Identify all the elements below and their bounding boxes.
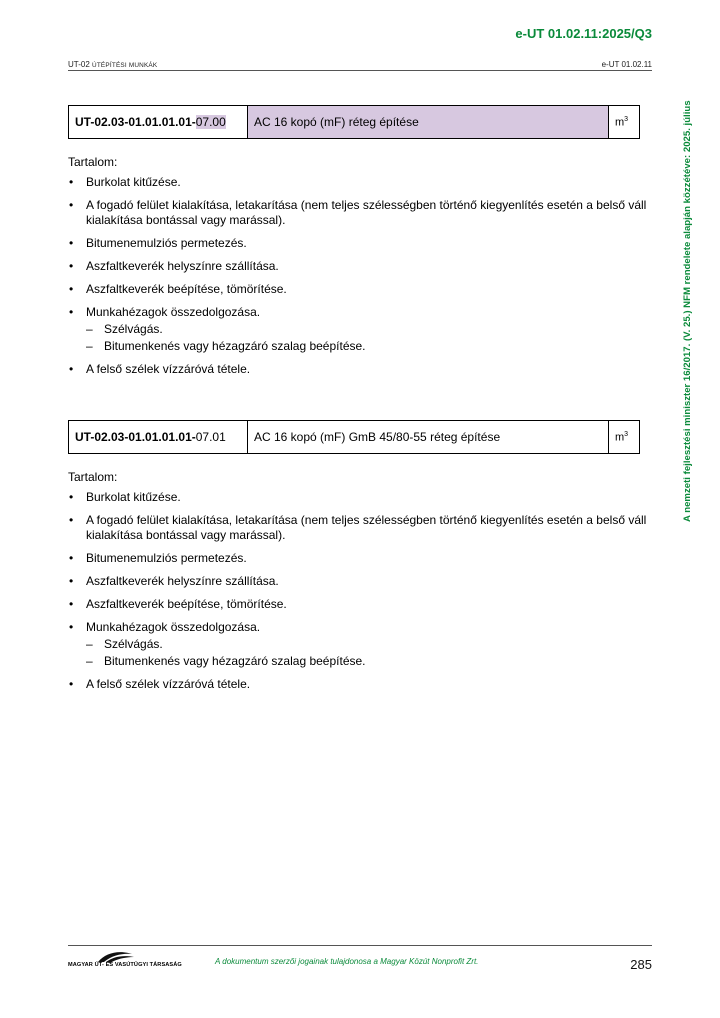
list-item: • Munkahézagok összedolgozása. – Szélvágás. – Bitumenkenés vagy hézagzáró szalag beépítése.	[68, 305, 652, 354]
content-label: Tartalom:	[68, 470, 118, 484]
list-item: • Burkolat kitűzése.	[69, 490, 181, 504]
list-item: • A felső szélek vízzáróvá tétele.	[69, 362, 251, 376]
bullet-icon: •	[69, 282, 74, 296]
item-code-main: UT-02.03-01.01.01.01-	[75, 115, 196, 129]
header-rule	[68, 70, 652, 71]
bullet-icon: •	[69, 551, 74, 565]
list-item: • Aszfaltkeverék helyszínre szállítása.	[69, 574, 279, 588]
content-list	[68, 175, 652, 377]
document-code: e-UT 01.02.11:2025/Q3	[515, 26, 652, 41]
sub-list-item: – Bitumenkenés vagy hézagzáró szalag beépítése.	[86, 654, 366, 668]
dash-icon: –	[86, 637, 93, 651]
bullet-icon: •	[69, 597, 74, 611]
list-item: • Aszfaltkeverék helyszínre szállítása.	[69, 259, 279, 273]
sub-list-item: – Bitumenkenés vagy hézagzáró szalag beépítése.	[86, 339, 366, 353]
bullet-icon: •	[69, 513, 74, 527]
list-item: • Bitumenemulziós permetezés.	[69, 236, 247, 250]
bullet-icon: •	[69, 620, 74, 634]
item-description: AC 16 kopó (mF) GmB 45/80-55 réteg építése	[248, 421, 609, 454]
bullet-icon: •	[69, 198, 74, 212]
bullet-icon: •	[69, 574, 74, 588]
list-item: • Aszfaltkeverék beépítése, tömörítése.	[69, 282, 287, 296]
dash-icon: –	[86, 322, 93, 336]
sub-list-item: – Szélvágás.	[86, 322, 163, 336]
bullet-icon: •	[69, 175, 74, 189]
item-code-suffix: 07.01	[195, 430, 226, 444]
list-item: • Burkolat kitűzése.	[69, 175, 181, 189]
bullet-icon: •	[69, 259, 74, 273]
dash-icon: –	[86, 339, 93, 353]
company-name: MAGYAR ÚT- ÉS VASÚTÜGYI TÁRSASÁG	[68, 962, 182, 968]
sub-list	[86, 322, 652, 354]
item-unit: $m^3$	[609, 421, 640, 454]
work-item-header	[68, 105, 640, 139]
section-prefix: UT-02	[68, 60, 93, 69]
list-item: • A fogadó felület kialakítása, letakarítása (nem teljes szélességben történő kiegyenlítés esetén a belső váll kialakítása bontással vagy marással).	[69, 513, 647, 542]
copyright-notice: A dokumentum szerzői jogainak tulajdonosa a Magyar Közút Nonprofit Zrt.	[215, 957, 479, 966]
sub-list-item: – Szélvágás.	[86, 637, 163, 651]
list-item: • Aszfaltkeverék beépítése, tömörítése.	[69, 597, 287, 611]
bullet-icon: •	[69, 677, 74, 691]
page-number: 285	[630, 957, 652, 972]
list-item: • A fogadó felület kialakítása, letakarítása (nem teljes szélességben történő kiegyenlítés esetén a belső váll kialakítása bontással vagy marással).	[69, 198, 647, 227]
sub-list	[86, 637, 652, 669]
item-code-cell	[69, 106, 248, 139]
list-item: • Munkahézagok összedolgozása. – Szélvágás. – Bitumenkenés vagy hézagzáró szalag beépítése.	[68, 620, 652, 669]
item-code-cell	[69, 421, 248, 454]
bullet-icon: •	[69, 236, 74, 250]
footer-rule	[68, 945, 652, 946]
section-title: ÚTÉPÍTÉSI MUNKÁK	[92, 62, 158, 69]
dash-icon: –	[86, 654, 93, 668]
bullet-icon: •	[69, 305, 74, 319]
item-code-suffix: 07.00	[195, 115, 226, 129]
item-code-main: UT-02.03-01.01.01.01-	[75, 430, 196, 444]
item-unit: $m^3$	[609, 106, 640, 139]
work-item-1	[68, 105, 652, 385]
list-item: • Bitumenemulziós permetezés.	[69, 551, 247, 565]
bullet-icon: •	[69, 362, 74, 376]
side-publication-note: A nemzeti fejlesztési miniszter 16/2017. (V. 25.) NFM rendelete alapján közzétéve: 2025. július	[682, 100, 693, 522]
work-item-header	[68, 420, 640, 454]
section-header	[68, 60, 157, 69]
bullet-icon: •	[69, 490, 74, 504]
work-item-2	[68, 420, 652, 700]
list-item: • A felső szélek vízzáróvá tétele.	[69, 677, 251, 691]
header-reference: e-UT 01.02.11	[601, 60, 652, 69]
content-list	[68, 490, 652, 692]
item-description: AC 16 kopó (mF) réteg építése	[248, 106, 609, 139]
content-label: Tartalom:	[68, 155, 118, 169]
